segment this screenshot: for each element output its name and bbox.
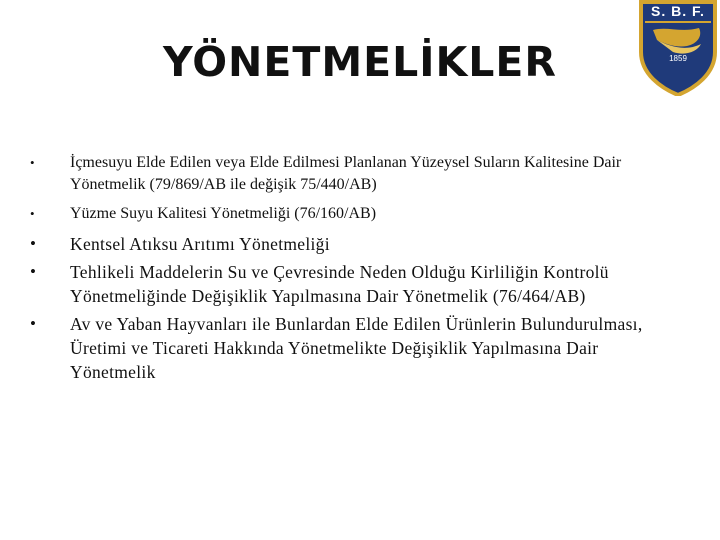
sbf-logo [637, 0, 719, 96]
list-item [30, 203, 670, 225]
list-item-text: Kentsel Atıksu Arıtımı Yönetmeliği [70, 234, 330, 254]
logo-year: 1859 [669, 54, 687, 63]
list-item [30, 152, 670, 196]
bullet: • [30, 314, 37, 333]
bullet: • [30, 155, 35, 170]
logo-label: S. B. F. [651, 3, 705, 19]
bullet: • [30, 234, 37, 253]
bullet: • [30, 206, 35, 221]
list-item [30, 312, 670, 384]
list-item [30, 232, 670, 256]
list-item-text: Tehlikeli Maddelerin Su ve Çevresinde Neden Olduğu Kirliliğin Kontrolü Yönetmeliğinde Değişiklik Yapılmasına Dair Yönetmelik (76/464/AB) [70, 262, 609, 306]
list-item [30, 260, 670, 308]
list-item-text: İçmesuyu Elde Edilen veya Elde Edilmesi Planlanan Yüzeysel Suların Kalitesine Dair Yönetmelik (79/869/AB ile değişik 75/440/AB) [70, 154, 622, 193]
regulation-list [30, 152, 670, 388]
bullet: • [30, 262, 37, 281]
list-item-text: Yüzme Suyu Kalitesi Yönetmeliği (76/160/AB) [70, 205, 377, 222]
slide-title: YÖNETMELİKLER [162, 38, 558, 86]
list-item-text: Av ve Yaban Hayvanları ile Bunlardan Elde Edilen Ürünlerin Bulundurulması, Üretimi ve Ticareti Hakkında Yönetmelikte Değişiklik Yapılmasına Dair Yönetmelik [70, 314, 643, 382]
